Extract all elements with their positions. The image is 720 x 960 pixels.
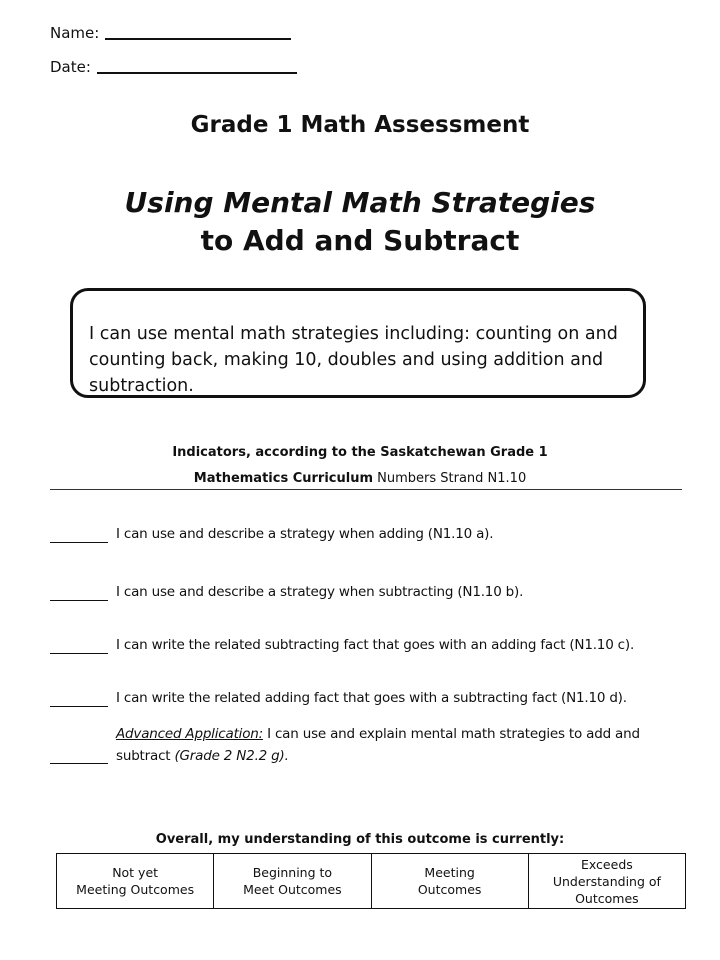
divider-line bbox=[50, 489, 682, 490]
indicator-text: I can use and describe a strategy when adding (N1.10 a). bbox=[116, 526, 494, 542]
rating-cell-beginning[interactable] bbox=[214, 854, 371, 909]
rating-line: Beginning to bbox=[252, 865, 333, 880]
learning-goal-box bbox=[70, 288, 646, 398]
indicator-blank-line[interactable] bbox=[50, 706, 108, 707]
rating-line: Understanding of bbox=[552, 873, 661, 889]
advanced-text: I can use and explain mental math strategies to add and subtract bbox=[116, 726, 640, 764]
indicators-heading-part-1: Indicators, according to the bbox=[172, 445, 381, 460]
advanced-label: Advanced Application: bbox=[116, 726, 263, 742]
rating-line: Outcomes bbox=[575, 890, 639, 906]
name-blank-line[interactable] bbox=[105, 38, 291, 40]
rating-line: Not yet bbox=[112, 865, 159, 880]
rating-line: Meeting bbox=[424, 865, 475, 880]
date-label: Date: bbox=[50, 58, 91, 76]
rating-cell-meeting[interactable] bbox=[371, 854, 528, 909]
indicator-blank-line[interactable] bbox=[50, 600, 108, 601]
indicator-text: I can use and describe a strategy when subtracting (N1.10 b). bbox=[116, 584, 524, 600]
rating-table bbox=[56, 853, 686, 909]
main-title-line-1: Using Mental Math Strategies bbox=[124, 186, 596, 219]
rating-cell-exceeds[interactable] bbox=[528, 854, 685, 909]
indicator-blank-line[interactable] bbox=[50, 542, 108, 543]
advanced-reference: (Grade 2 N2.2 g). bbox=[174, 748, 289, 764]
name-label: Name: bbox=[50, 24, 100, 42]
advanced-indicator-text bbox=[116, 723, 696, 767]
indicator-text: I can write the related subtracting fact that goes with an adding fact (N1.10 c). bbox=[116, 637, 635, 653]
rating-line: Meeting Outcomes bbox=[76, 882, 195, 897]
main-title-line-2: to Add and Subtract bbox=[200, 224, 520, 257]
indicators-heading-strand: Numbers Strand N1.10 bbox=[373, 471, 527, 486]
indicator-blank-line[interactable] bbox=[50, 763, 108, 764]
indicators-heading bbox=[0, 440, 720, 492]
name-field bbox=[50, 24, 291, 42]
indicators-heading-part-3: Mathematics Curriculum bbox=[193, 471, 374, 486]
indicator-text: I can write the related adding fact that goes with a subtracting fact (N1.10 d). bbox=[116, 690, 627, 706]
date-field bbox=[50, 58, 297, 76]
learning-goal-text: I can use mental math strategies including: counting on and counting back, making 10, doubles and using addition and subtraction. bbox=[89, 324, 618, 396]
grade-title: Grade 1 Math Assessment bbox=[190, 112, 530, 138]
rating-line: Exceeds bbox=[580, 856, 633, 872]
date-blank-line[interactable] bbox=[97, 72, 297, 74]
rating-line: Outcomes bbox=[417, 882, 482, 897]
rating-cell-not-yet[interactable] bbox=[57, 854, 214, 909]
indicators-heading-curriculum: Saskatchewan Grade 1 bbox=[380, 445, 548, 460]
indicator-blank-line[interactable] bbox=[50, 653, 108, 654]
rating-line: Meet Outcomes bbox=[243, 882, 342, 897]
overall-heading: Overall, my understanding of this outcome is currently: bbox=[155, 832, 565, 847]
